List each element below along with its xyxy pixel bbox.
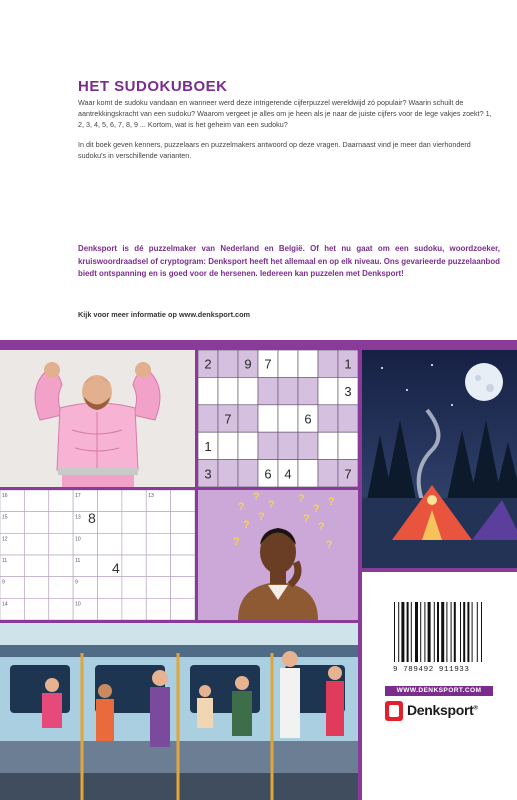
question-mark: ?	[253, 491, 260, 503]
night-camping-illustration	[362, 350, 517, 568]
barcode-bar	[428, 602, 431, 662]
denksport-logo-text: Denksport®	[407, 702, 478, 718]
question-mark: ?	[298, 493, 305, 505]
sudoku-digit: 6	[304, 411, 312, 427]
barcode-bar	[415, 602, 418, 662]
kakuro-clue: 15	[2, 514, 8, 521]
barcode-bar	[481, 602, 482, 662]
question-mark: ?	[258, 511, 265, 523]
sudoku-digit: 7	[224, 411, 232, 427]
barcode-bar	[407, 602, 409, 662]
sudoku-grid	[198, 350, 358, 487]
question-mark: ?	[326, 539, 333, 551]
question-mark: ?	[243, 519, 250, 531]
kakuro-clue: 9	[2, 579, 5, 586]
sudoku-digit: 9	[244, 356, 252, 372]
kakuro-big-number-1: 8	[88, 510, 96, 526]
kakuro-clue: 13	[75, 514, 81, 521]
barcode-bar	[460, 602, 461, 662]
sudoku-digit: 7	[344, 466, 352, 482]
barcode-bar	[411, 602, 412, 662]
kakuro-clue: 11	[2, 558, 8, 564]
sudoku-digit: 2	[204, 356, 212, 372]
kakuro-big-number-2: 4	[112, 560, 120, 576]
kakuro-clue: 14	[2, 601, 8, 608]
barcode-bar	[472, 602, 473, 662]
barcode-bar	[446, 602, 447, 662]
barcode-bar	[477, 602, 478, 662]
barcode-bar	[463, 602, 465, 662]
sudoku-digit: 1	[344, 356, 352, 372]
question-mark: ?	[313, 503, 320, 515]
book-title: HET SUDOKUBOEK	[78, 78, 228, 95]
barcode-bar	[398, 602, 399, 662]
strongman-illustration	[0, 350, 195, 487]
barcode-bar	[451, 602, 452, 662]
kakuro-clue: 12	[2, 536, 8, 543]
barcode-bar	[401, 602, 404, 662]
barcode-image	[362, 572, 517, 662]
question-mark: ?	[328, 496, 335, 508]
kakuro-clue: 16	[2, 493, 8, 499]
barcode-bar	[467, 602, 469, 662]
question-mark: ?	[318, 521, 325, 533]
barcode-bar	[394, 602, 395, 662]
website-banner: WWW.DENKSPORT.COM	[385, 686, 493, 696]
publisher-promo: Denksport is dé puzzelmaker van Nederland en België. Of het nu gaat om een sudoku, woordzoeker, kruiswoordraadsel of cryptogram: Denksport heeft het allemaal en op elk niveau. Ons gevarieerde puzzelaanbod biedt ontspanning en is goed voor de hersenen. Iedereen kan puzzelen met Denksport!	[78, 244, 500, 279]
barcode-bar	[454, 602, 456, 662]
kakuro-clue: 10	[75, 601, 81, 608]
sudoku-digit: 1	[204, 438, 212, 454]
train-passengers-illustration	[0, 623, 358, 800]
thinking-person-illustration	[198, 490, 358, 620]
sudoku-digit: 6	[264, 466, 272, 482]
barcode-bar	[420, 602, 421, 662]
kakuro-clue: 17	[75, 493, 81, 499]
question-mark: ?	[238, 501, 245, 513]
intro-text	[78, 97, 498, 169]
barcode-bar	[437, 602, 439, 662]
kakuro-clue: 11	[75, 558, 81, 564]
kakuro-clue: 13	[148, 493, 154, 499]
sudoku-digit: 7	[264, 356, 272, 372]
sudoku-digit: 3	[344, 384, 352, 400]
kakuro-clue: 10	[75, 536, 81, 543]
sudoku-digit: 3	[204, 466, 212, 482]
more-info-line: Kijk voor meer informatie op www.denksport.com	[78, 310, 251, 319]
intro-paragraph-1: Waar komt de sudoku vandaan en wanneer werd deze intrigerende cijferpuzzel wereldwijd zó populair? Waarin schuilt de aantrekkingskracht van een sudoku? Waarom vergeet je alles om je heen als je naar de juiste cijfers voor de lege vakjes zoekt? 1, 2, 3, 4, 5, 6, 7, 8, 9 ... Kortom, wat is het geheim van een sudoku?	[78, 98, 492, 130]
question-mark: ?	[268, 499, 275, 511]
question-mark: ?	[303, 513, 310, 525]
kakuro-clue: 9	[75, 579, 78, 586]
intro-paragraph-2: In dit boek geven kenners, puzzelaars en puzzelmakers antwoord op deze vragen. Daarnaast vind je meer dan vierhonderd sudoku's in verschillende varianten.	[78, 139, 471, 160]
sudoku-digit: 4	[284, 466, 292, 482]
kakuro-grid	[0, 490, 195, 620]
isbn-number: 9 789492 911933	[393, 666, 470, 674]
barcode-bar	[434, 602, 435, 662]
barcode-bar	[424, 602, 425, 662]
question-mark: ?	[233, 536, 240, 548]
barcode-bar	[441, 602, 444, 662]
